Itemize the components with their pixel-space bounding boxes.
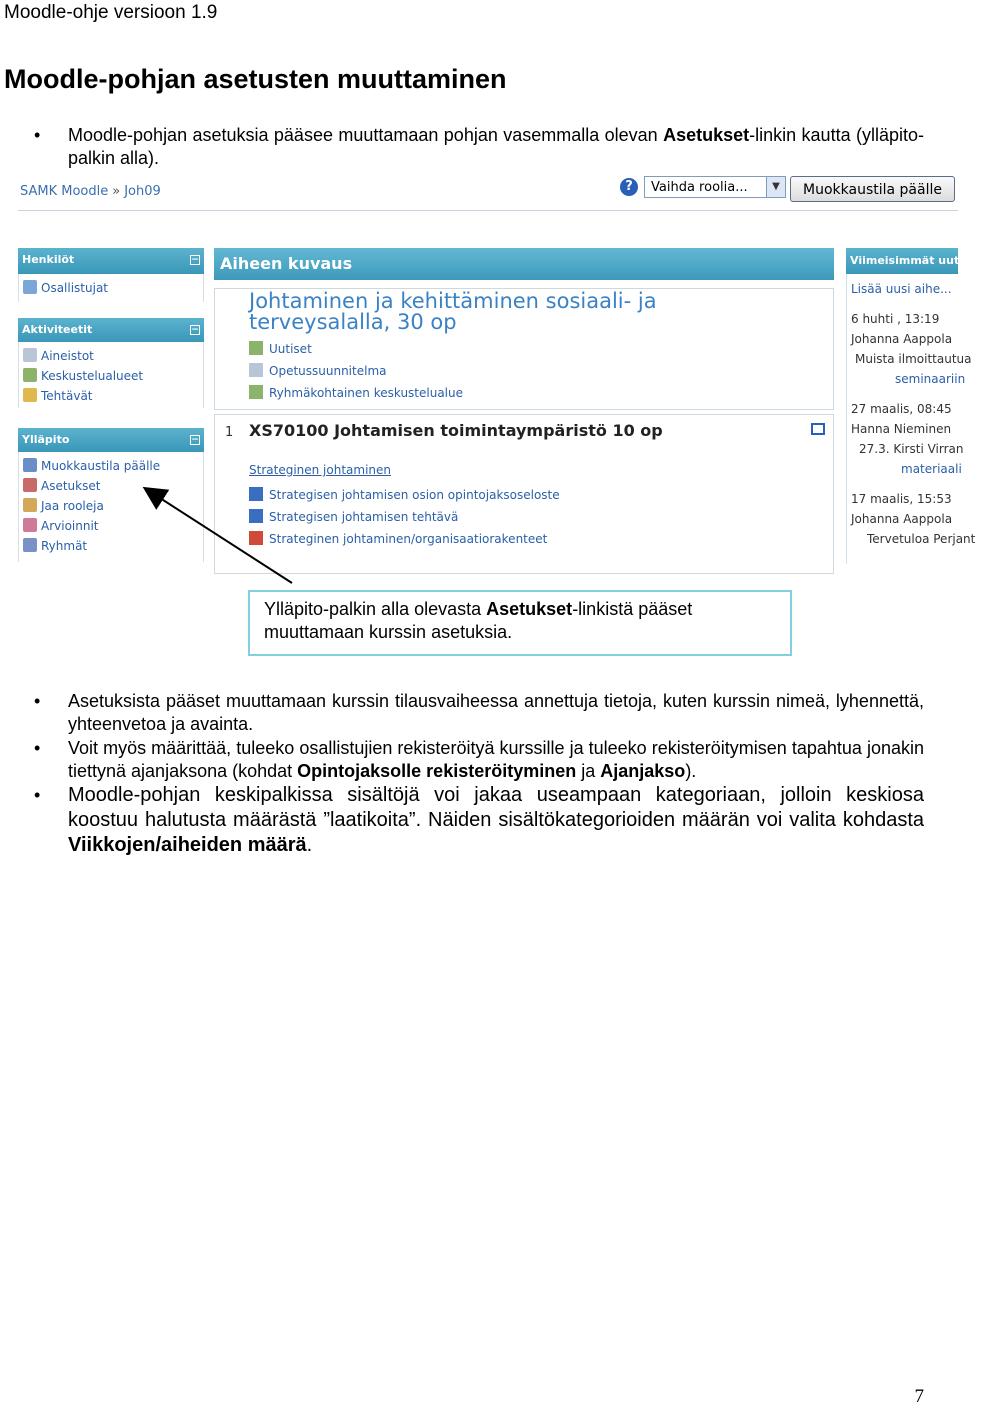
chevron-down-icon: ▼ xyxy=(766,177,785,197)
bullet-3 xyxy=(68,737,924,783)
section-item-label: Strateginen johtaminen/organisaatiorakenteet xyxy=(269,532,548,546)
bullet-2: • Asetuksista pääset muuttamaan kurssin tilausvaiheessa annettuja tietoja, kuten kurssin nimeä, lyhennettä, yhteenvetoa ja avainta. xyxy=(68,690,924,736)
block-item-label: Ryhmät xyxy=(41,539,88,553)
block-title-admin: Ylläpito xyxy=(22,433,70,446)
bullet-3-text-end: ). xyxy=(685,761,697,781)
block-item-label: Tehtävät xyxy=(41,389,93,403)
bullet-1-text-end: -linkin kautta (ylläpito-palkin alla). xyxy=(68,125,924,168)
news-text: Tervetuloa Perjant xyxy=(867,532,976,546)
help-icon[interactable]: ? xyxy=(620,178,638,196)
section-item-label: Opetussuunnitelma xyxy=(269,364,387,378)
section-link[interactable]: Strateginen johtaminen xyxy=(249,463,392,477)
section-item-label: Ryhmäkohtainen keskustelualue xyxy=(269,386,463,400)
news-more-link[interactable]: seminaariin xyxy=(895,372,966,386)
course-title-line-1: Johtaminen ja kehittäminen sosiaali- ja xyxy=(249,289,657,313)
news-more-link[interactable]: materiaali xyxy=(901,462,962,476)
bullet-1-text: Moodle-pohjan asetuksia pääsee muuttamaan pohjan vasemmalla olevan xyxy=(68,125,664,145)
bullet-1-bold: Asetukset xyxy=(663,125,750,145)
page-heading: Moodle-pohjan asetusten muuttaminen xyxy=(4,64,507,94)
news-author: Johanna Aappola xyxy=(851,332,953,346)
news-date: 6 huhti , 13:19 xyxy=(851,312,940,326)
callout-text: Ylläpito-palkin alla olevasta xyxy=(264,599,487,619)
block-title-people: Henkilöt xyxy=(22,253,75,266)
section-item-label: Strategisen johtamisen tehtävä xyxy=(269,510,459,524)
news-date: 27 maalis, 08:45 xyxy=(851,402,952,416)
minimize-icon[interactable]: − xyxy=(191,435,199,445)
block-item-label: Muokkaustila päälle xyxy=(41,459,161,473)
section-item-label: Strategisen johtamisen osion opintojaksoseloste xyxy=(269,488,560,502)
bullet-3-text-mid: ja xyxy=(576,761,601,781)
breadcrumb-course[interactable]: Joh09 xyxy=(124,184,161,199)
news-text: Muista ilmoittautua xyxy=(855,352,972,366)
section-item-label: Uutiset xyxy=(269,342,312,356)
recent-news-header: Viimeisimmät uutiset xyxy=(846,248,958,274)
callout-text-end: -linkistä pääset muuttamaan kurssin asetuksia. xyxy=(264,599,693,642)
bullet-4-bold: Viikkojen/aiheiden määrä xyxy=(68,834,307,856)
minimize-icon[interactable]: − xyxy=(191,325,199,335)
news-date: 17 maalis, 15:53 xyxy=(851,492,952,506)
breadcrumb-separator: » xyxy=(112,184,121,199)
edit-mode-button[interactable]: Muokkaustila päälle xyxy=(790,176,955,202)
news-author: Hanna Nieminen xyxy=(851,422,952,436)
callout-bold: Asetukset xyxy=(486,599,573,619)
bullet-4 xyxy=(68,783,924,858)
bullet-4-text-end: . xyxy=(306,834,313,856)
block-title-activities: Aktiviteetit xyxy=(22,323,93,336)
bullet-3-bold-2: Ajanjakso xyxy=(600,761,686,781)
block-item-label: Asetukset xyxy=(41,479,101,493)
page-header: Moodle-ohje versioon 1.9 xyxy=(4,2,218,23)
block-item-label: Osallistujat xyxy=(41,281,109,295)
breadcrumb-home[interactable]: SAMK Moodle xyxy=(20,184,109,199)
bullet-3-bold-1: Opintojaksolle rekisteröityminen xyxy=(297,761,577,781)
bullet-4-text: Moodle-pohjan keskipalkissa sisältöjä voi jakaa useampaan kategoriaan, jolloin keskiosa koostuu halutusta määrästä ”laatikoita”. Näiden sisältökategorioiden määrän voi valita kohdasta xyxy=(68,784,924,831)
block-item-label: Arvioinnit xyxy=(41,519,99,533)
block-item-label: Keskustelualueet xyxy=(41,369,144,383)
news-text: 27.3. Kirsti Virran xyxy=(859,442,964,456)
block-item-label: Jaa rooleja xyxy=(41,499,104,513)
add-new-topic-link[interactable]: Lisää uusi aihe... xyxy=(851,282,952,296)
role-select-value: Vaihda roolia... xyxy=(651,180,748,195)
news-author: Johanna Aappola xyxy=(851,512,953,526)
section-number: 1 xyxy=(225,425,234,440)
topic-header: Aiheen kuvaus xyxy=(214,248,834,280)
section-title: XS70100 Johtamisen toimintaympäristö 10 op xyxy=(249,421,663,440)
course-title-line-2: terveysalalla, 30 op xyxy=(249,310,457,334)
block-item-label: Aineistot xyxy=(41,349,94,363)
bullet-3-text: Voit myös määrittää, tuleeko osallistujien rekisteröityä kurssille ja tuleeko rekisteröitymisen tapahtua jonakin tiettynä ajanjaksona (kohdat xyxy=(68,738,924,781)
page-number: 7 xyxy=(914,1386,924,1407)
minimize-icon[interactable]: − xyxy=(191,255,199,265)
callout-box xyxy=(248,590,792,656)
